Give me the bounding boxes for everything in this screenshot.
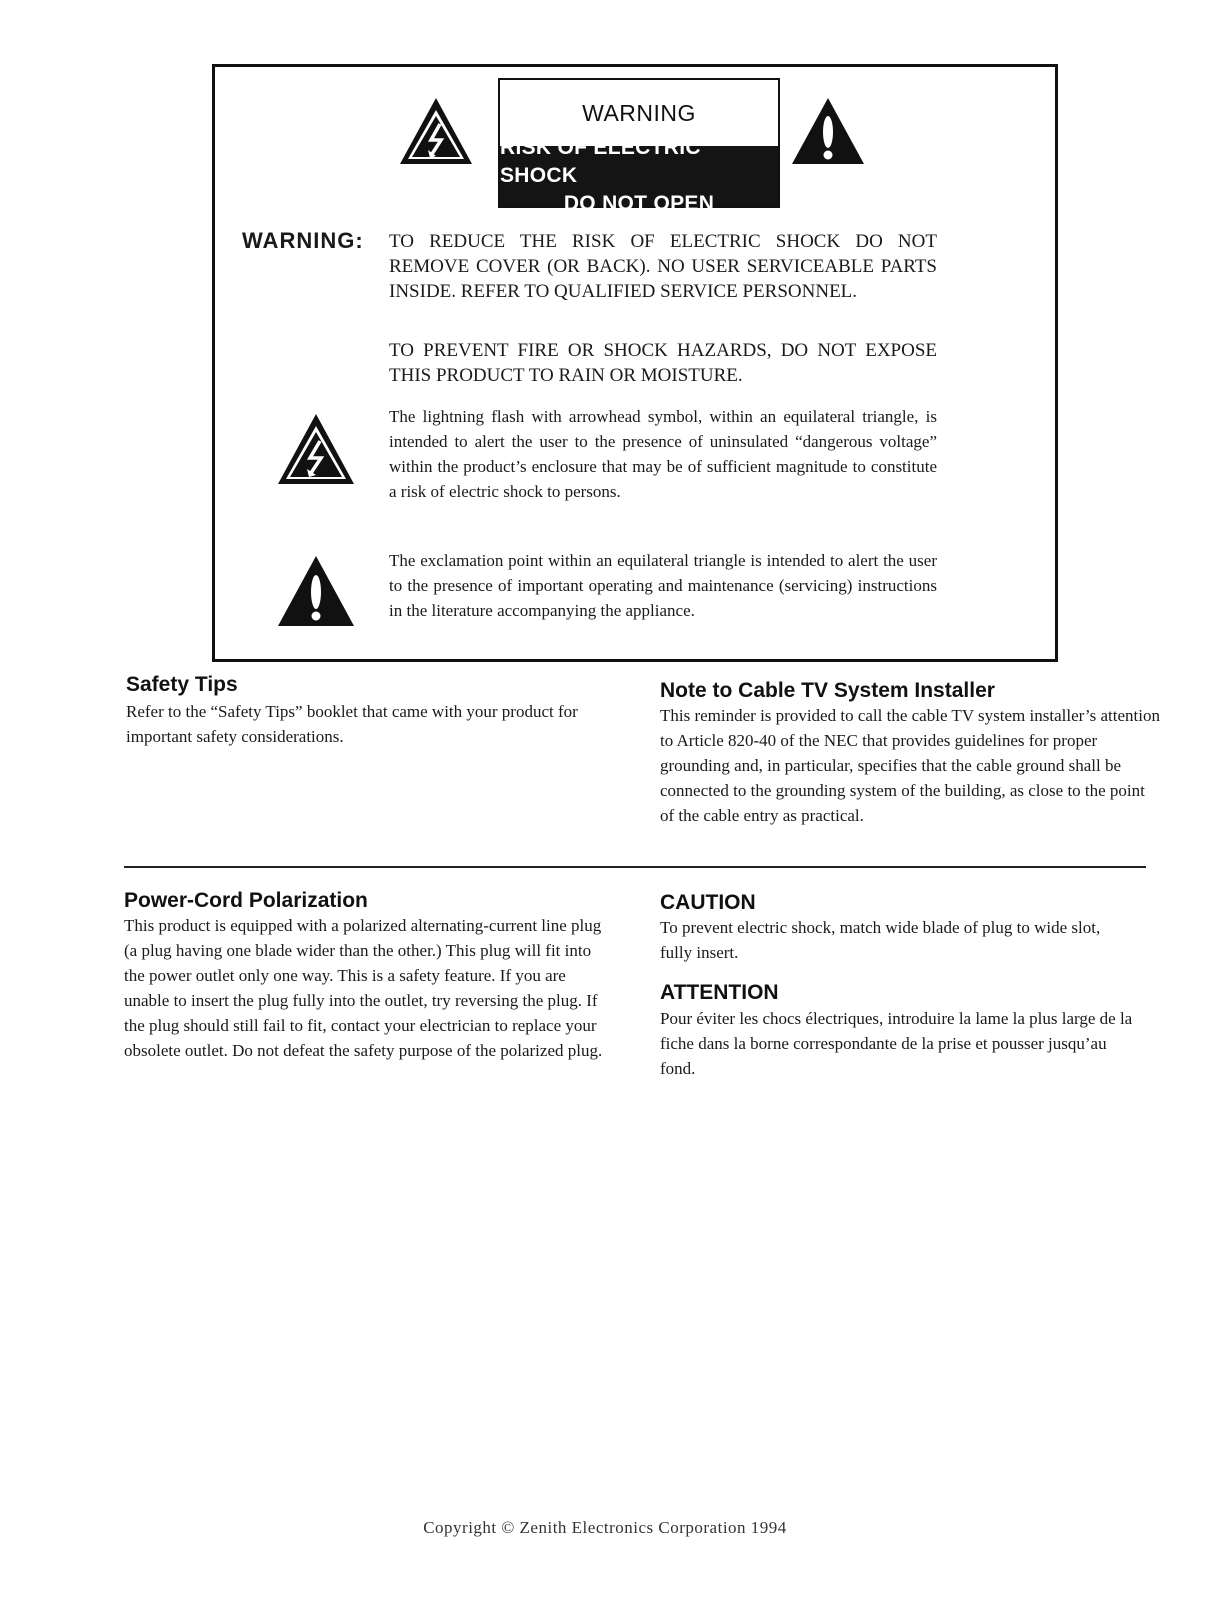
warning-heading: WARNING:: [242, 228, 364, 253]
attention-body: Pour éviter les chocs électriques, introduire la lame la plus large de la fiche dans la borne correspondante de la prise et pousser jusqu’au fond.: [660, 1009, 1133, 1078]
exclamation-triangle-icon: [276, 554, 356, 628]
safety-tips-title: Safety Tips: [126, 673, 238, 696]
lightning-triangle-icon: [276, 412, 356, 486]
power-cord-body: This product is equipped with a polarized alternating-current line plug (a plug having one blade wider than the other.) This plug will fit into the power outlet only one way. This is a safety feature. If you are unable to insert the plug fully into the outlet, try reversing the plug. If the plug should still fail to fit, contact your electrician to replace your obsolete outlet. Do not defeat the safety purpose of the polarized plug.: [124, 916, 603, 1060]
cable-note-body: This reminder is provided to call the cable TV system installer’s attention to Article 820-40 of the NEC that provides guidelines for proper grounding and, in particular, specifies that the cable ground shall be connected to the grounding system of the building, as close to the point of the cable entry as practical.: [660, 706, 1160, 825]
lightning-symbol-description: The lightning flash with arrowhead symbol, within an equilateral triangle, is intended to alert the user to the presence of uninsulated “dangerous voltage” within the product’s enclosure that may be of sufficient magnitude to constitute a risk of electric shock to persons.: [389, 407, 937, 501]
label-title: WARNING: [582, 99, 696, 126]
cable-note-title: Note to Cable TV System Installer: [660, 679, 995, 702]
caution-body: To prevent electric shock, match wide blade of plug to wide slot, fully insert.: [660, 918, 1101, 962]
label-line-2: DO NOT OPEN: [563, 192, 715, 215]
lightning-triangle-icon: [398, 96, 474, 166]
copyright-notice: Copyright © Zenith Electronics Corporation 1994: [423, 1518, 787, 1537]
power-cord-title: Power-Cord Polarization: [124, 889, 368, 912]
shock-warning-label: [498, 78, 780, 215]
section-divider: [124, 866, 1146, 868]
caution-title: CAUTION: [660, 891, 756, 914]
warning-text-moisture: TO PREVENT FIRE OR SHOCK HAZARDS, DO NOT EXPOSE THIS PRODUCT TO RAIN OR MOISTURE.: [389, 340, 937, 386]
attention-title: ATTENTION: [660, 981, 779, 1004]
label-line-1: RISK OF ELECTRIC SHOCK: [500, 136, 701, 187]
safety-tips-body: Refer to the “Safety Tips” booklet that came with your product for important safety considerations.: [126, 702, 578, 746]
label-banner: [500, 136, 778, 215]
warning-text-cover: TO REDUCE THE RISK OF ELECTRIC SHOCK DO NOT REMOVE COVER (OR BACK). NO USER SERVICEABLE PARTS INSIDE. REFER TO QUALIFIED SERVICE PERSONNEL.: [389, 231, 937, 302]
exclamation-triangle-icon: [790, 96, 866, 166]
exclamation-symbol-description: The exclamation point within an equilateral triangle is intended to alert the user to the presence of important operating and maintenance (servicing) instructions in the literature accompanying the appliance.: [389, 551, 937, 620]
